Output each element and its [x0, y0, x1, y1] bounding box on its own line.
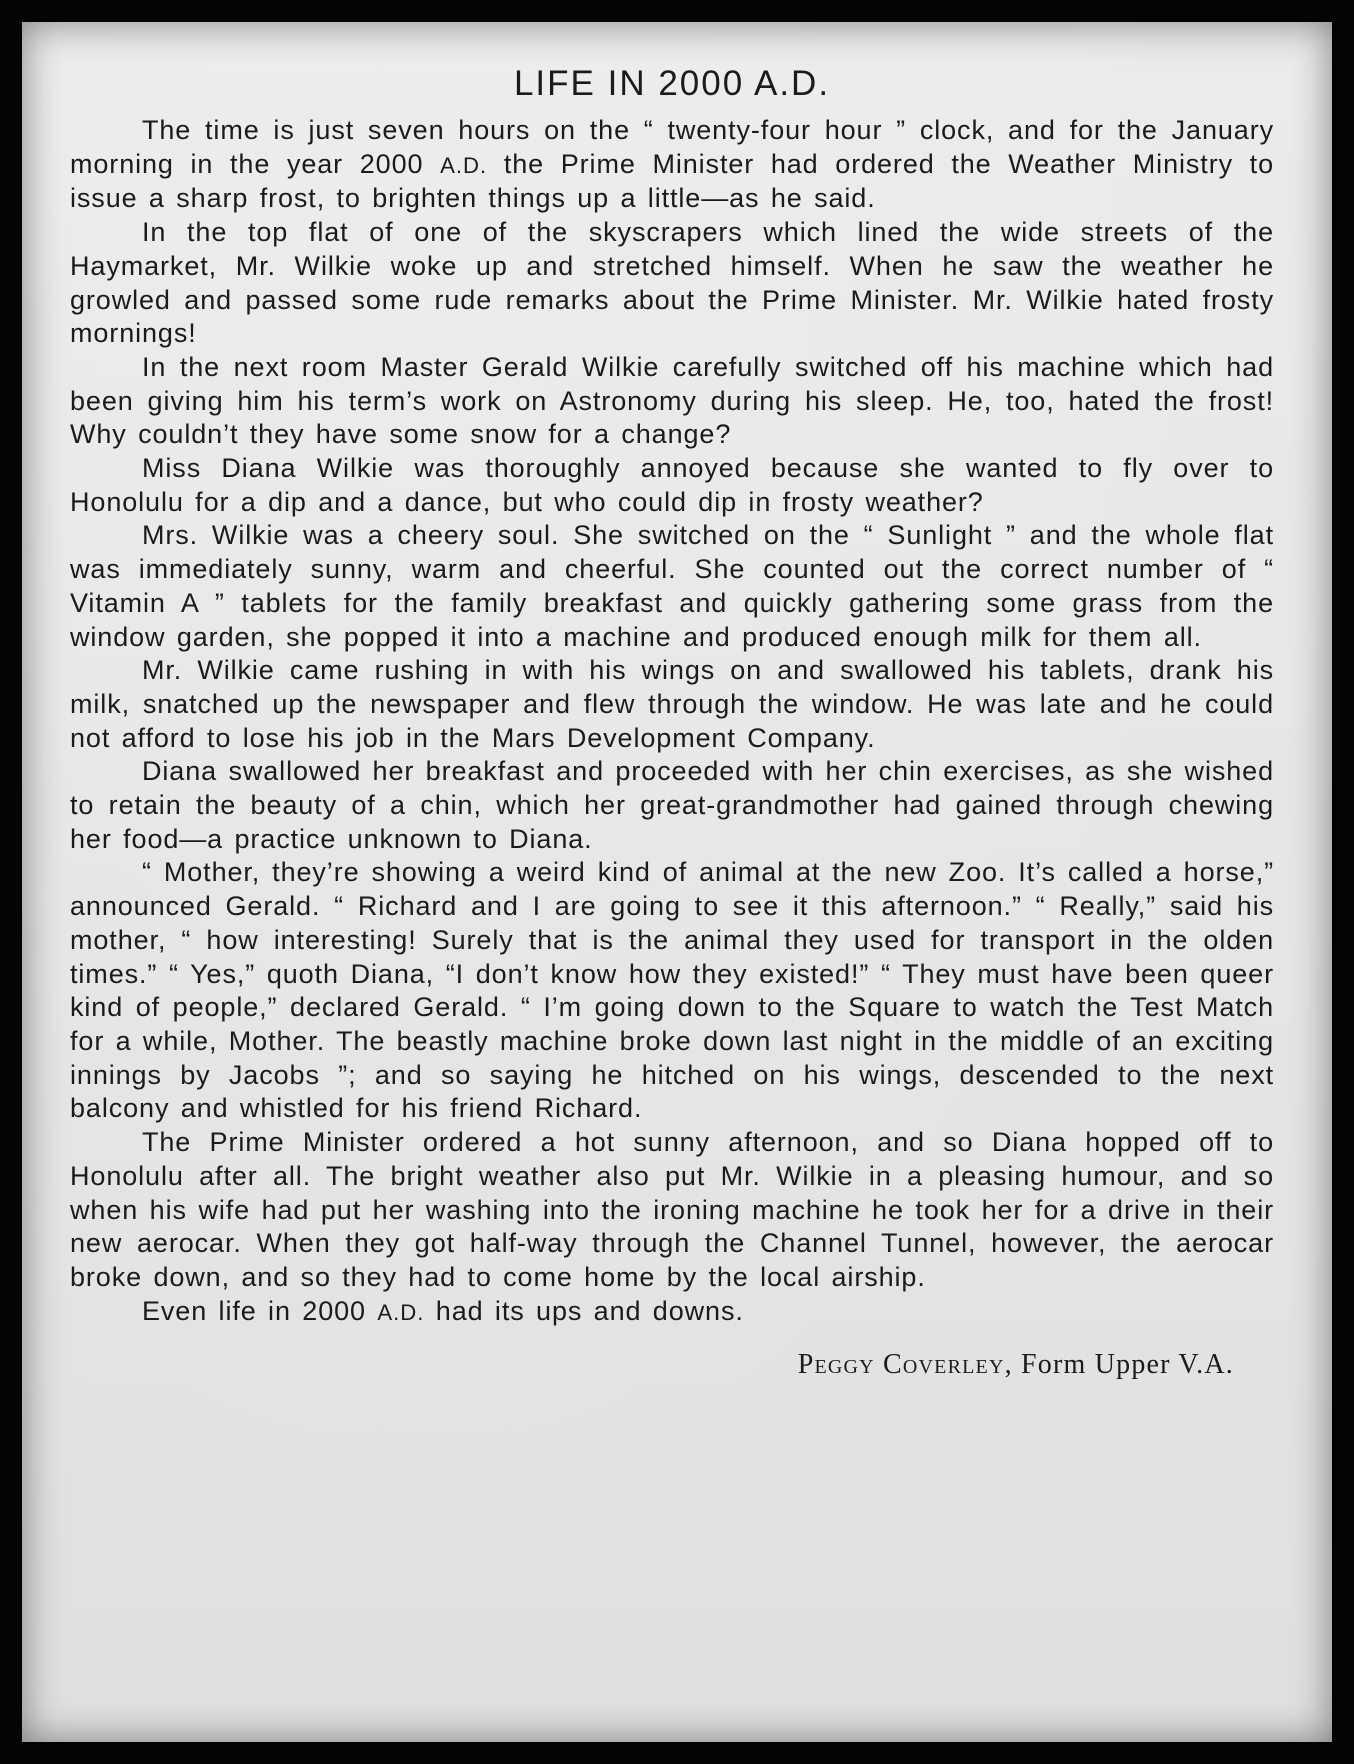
paragraph-4: Miss Diana Wilkie was thoroughly annoyed because she wanted to fly over to Honolulu for a dip and a dance, but who could dip in frosty weather?: [70, 453, 1274, 517]
paragraph-1: The time is just seven hours on the “ twenty-four hour ” clock, and for the January morning in the year 2000 A.D. the Prime Minister had ordered the Weather Ministry to issue a sharp frost, to brighten things up a little—as he said.: [70, 115, 1274, 214]
document-title: LIFE IN 2000 A.D.: [513, 64, 831, 103]
paragraph-9: The Prime Minister ordered a hot sunny afternoon, and so Diana hopped off to Honolulu after all. The bright weather also put Mr. Wilkie in a pleasing humour, and so when his wife had put her washing into the ironing machine he took her for a drive in their new aerocar. When they got half-way through the Channel Tunnel, however, the aerocar broke down, and so they had to come home by the local airship.: [70, 1127, 1274, 1292]
paragraph-5: Mrs. Wilkie was a cheery soul. She switched on the “ Sunlight ” and the whole flat was immediately sunny, warm and cheerful. She counted out the correct number of “ Vitamin A ” tablets for the family breakfast and quickly gathering some grass from the window garden, she popped it into a machine and produced enough milk for them all.: [70, 520, 1274, 652]
paragraph-10: Even life in 2000 A.D. had its ups and downs.: [142, 1295, 744, 1326]
paragraph-3: In the next room Master Gerald Wilkie carefully switched off his machine which had been giving him his term’s work on Astronomy during his sleep. He, too, hated the frost! Why couldn’t they have some snow for a change?: [70, 351, 1274, 450]
paragraph-6: Mr. Wilkie came rushing in with his wings on and swallowed his tablets, drank his milk, snatched up the newspaper and flew through the window. He was late and he could not afford to lose his job in the Mars Development Company.: [70, 655, 1274, 753]
article-body: [70, 114, 1274, 1329]
paragraph-7: Diana swallowed her breakfast and proceeded with her chin exercises, as she wished to retain the beauty of a chin, which her great-grandmother had gained through chewing her food—a practice unknown to Diana.: [70, 756, 1274, 854]
author-name: Peggy Coverley: [797, 1349, 1005, 1381]
author-signature: [70, 1349, 1274, 1381]
paragraph-2: In the top flat of one of the skyscrapers which lined the wide streets of the Haymarket, Mr. Wilkie woke up and stretched himself. When he saw the weather he growled and passed some rude remarks about the Prime Minister. Mr. Wilkie hated frosty mornings!: [70, 217, 1274, 349]
paragraph-8: “ Mother, they’re showing a weird kind of animal at the new Zoo. It’s called a horse,” announced Gerald. “ Richard and I are going to see it this afternoon.” “ Really,” said his mother, “ how interesting! Surely that is the animal they used for transport in the olden times.” “ Yes,” quoth Diana, “I don’t know how they existed!” “ They must have been queer kind of people,” declared Gerald. “ I’m going down to the Square to watch the Test Match for a while, Mother. The beastly machine broke down last night in the middle of an exciting innings by Jacobs ”; and so saying he hitched on his wings, descended to the next balcony and whistled for his friend Richard.: [70, 857, 1274, 1124]
document-page: [22, 22, 1332, 1742]
author-form: , Form Upper V.A.: [1004, 1349, 1234, 1381]
